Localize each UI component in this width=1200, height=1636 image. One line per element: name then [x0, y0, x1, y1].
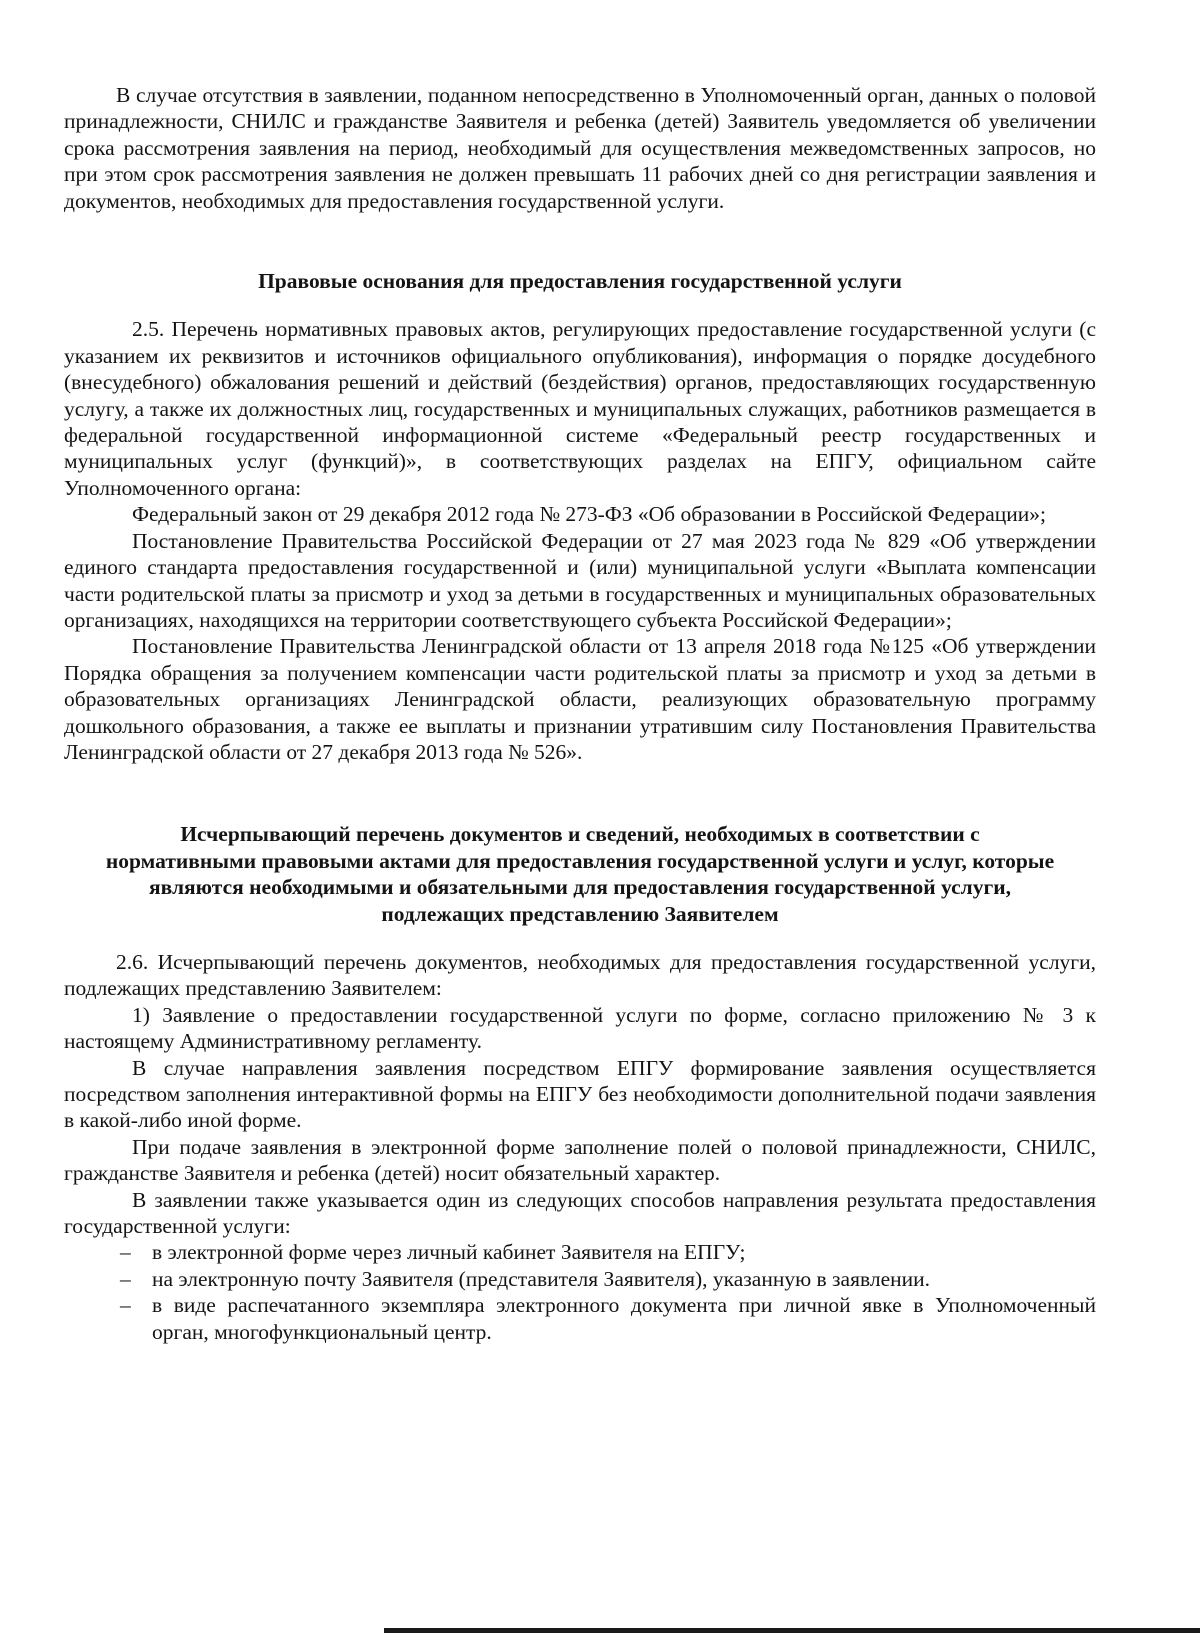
paragraph-decree-829: Постановление Правительства Российской Федерации от 27 мая 2023 года № 829 «Об утверждении единого стандарта предоставления государственной и (или) муниципальной услуги «Выплата компенсации части родительской платы за присмотр и уход за детьми в государственных и муниципальных образовательных организациях, находящихся на территории соответствующего субъекта Российской Федерации»; [64, 528, 1096, 632]
paragraph-law-273: Федеральный закон от 29 декабря 2012 года № 273-ФЗ «Об образовании в Российской Федерации»; [132, 502, 1046, 527]
heading-documents-list: Исчерпывающий перечень документов и сведений, необходимых в соответствии с нормативными правовыми актами для предоставления государственной услуги и услуг, которые являются необходимыми и обязательными для предоставления государственной услуги, подлежащих представлению Заявителем [105, 822, 1055, 926]
dash-marker: – [120, 1266, 131, 1291]
dash-marker: – [120, 1240, 131, 1265]
paragraph-item-1: 1) Заявление о предоставлении государственной услуги по форме, согласно приложению № 3 к настоящему Административному регламенту. [64, 1002, 1096, 1054]
paragraph-delivery-methods: В заявлении также указывается один из следующих способов направления результата предоставления государственной услуги: [64, 1187, 1096, 1239]
paragraph-missing-data: В случае отсутствия в заявлении, поданном непосредственно в Уполномоченный орган, данных о половой принадлежности, СНИЛС и гражданстве Заявителя и ребенка (детей) Заявитель уведомляется об увеличении срока рассмотрения заявления на период, необходимый для осуществления межведомственных запросов, но при этом срок рассмотрения заявления не должен превышать 11 рабочих дней со дня регистрации заявления и документов, необходимых для предоставления государственной услуги. [64, 83, 1096, 213]
heading-legal-basis: Правовые основания для предоставления государственной услуги [258, 269, 902, 294]
paragraph-epgu: В случае направления заявления посредством ЕПГУ формирование заявления осуществляется посредством заполнения интерактивной формы на ЕПГУ без необходимости дополнительной подачи заявления в какой-либо иной форме. [64, 1055, 1096, 1133]
paragraph-2-6: 2.6. Исчерпывающий перечень документов, необходимых для предоставления государственной услуги, подлежащих представлению Заявителем: [64, 949, 1096, 1001]
list-item: – в электронной форме через личный кабинет Заявителя на ЕПГУ; [120, 1240, 746, 1265]
delivery-methods-list [64, 1239, 1096, 1345]
scan-edge-line [384, 1628, 1200, 1633]
paragraph-decree-125: Постановление Правительства Ленинградской области от 13 апреля 2018 года №125 «Об утверждении Порядка обращения за получением компенсации части родительской платы за присмотр и уход за детьми в образовательных организациях Ленинградской области, реализующих образовательную программу дошкольного образования, а также ее выплаты и признании утратившим силу Постановления Правительства Ленинградской области от 27 декабря 2013 года № 526». [64, 634, 1096, 764]
dash-marker: – [120, 1293, 131, 1318]
list-item: – на электронную почту Заявителя (представителя Заявителя), указанную в заявлении. [120, 1266, 930, 1291]
document-body [64, 82, 1096, 1345]
paragraph-electronic-form: При подаче заявления в электронной форме заполнение полей о половой принадлежности, СНИЛС, гражданстве Заявителя и ребенка (детей) носит обязательный характер. [64, 1134, 1096, 1186]
list-item: – в виде распечатанного экземпляра электронного документа при личной явке в Уполномоченный орган, многофункциональный центр. [120, 1293, 1096, 1344]
paragraph-2-5: 2.5. Перечень нормативных правовых актов, регулирующих предоставление государственной услуги (с указанием их реквизитов и источников официального опубликования), информация о порядке досудебного (внесудебного) обжалования решений и действий (бездействия) органов, предоставляющих государственную услугу, а также их должностных лиц, государственных и муниципальных служащих, работников размещается в федеральной государственной информационной системе «Федеральный реестр государственных и муниципальных услуг (функций)», в соответствующих разделах на ЕПГУ, официальном сайте Уполномоченного органа: [64, 317, 1096, 500]
